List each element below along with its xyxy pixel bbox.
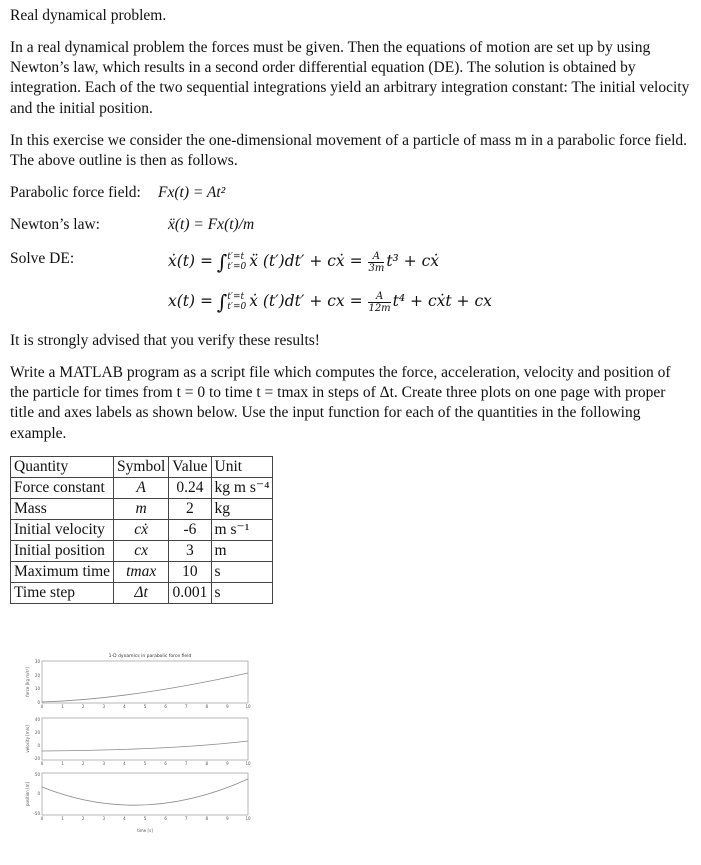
header-quantity: Quantity [11, 456, 114, 477]
force-ytick: 0 [37, 700, 40, 705]
cell-value: 10 [169, 561, 211, 582]
force-equation: Fx(t) = At² [158, 183, 226, 201]
cell-unit: m [211, 540, 273, 561]
x-tick-label: 3 [102, 761, 106, 766]
newton-equation-row [10, 215, 690, 241]
cell-unit: kg m s⁻⁴ [211, 477, 273, 498]
page-title: Real dynamical problem. [10, 7, 167, 24]
x-tick-label: 7 [184, 761, 188, 766]
figure-title: 1-D dynamics in parabolic force field [108, 654, 192, 659]
cell-symbol: cẋ [114, 519, 169, 540]
position-rhs: t⁴ + cẋt + cx [392, 291, 492, 310]
position-equation [168, 289, 492, 315]
newton-label: Newton’s law: [10, 215, 100, 233]
position-axes [42, 773, 248, 815]
x-tick-label: 10 [245, 761, 251, 766]
fraction-numerator: A [368, 251, 384, 263]
velocity-integrand: ẍ (t′)dt′ + cẋ = [249, 251, 363, 270]
x-tick-label: 2 [81, 816, 85, 821]
x-tick-label: 3 [102, 704, 106, 709]
x-tick-label: 1 [61, 761, 64, 766]
upper-limit: t′=t [227, 251, 245, 262]
x-tick-label: 6 [164, 816, 167, 821]
x-tick-label: 0 [40, 761, 44, 766]
cell-value: -6 [169, 519, 211, 540]
table-header-row [11, 456, 273, 477]
integral-limits [227, 292, 246, 314]
header-unit: Unit [211, 456, 273, 477]
table-row [11, 582, 273, 603]
position-fraction [368, 291, 390, 314]
force-ytick: 20 [34, 673, 40, 678]
cell-quantity: Initial position [11, 540, 114, 561]
cell-unit: s [211, 561, 273, 582]
position-ytick: 0 [37, 791, 40, 796]
cell-symbol: Δt [114, 582, 169, 603]
cell-symbol: tmax [114, 561, 169, 582]
cell-quantity: Time step [11, 582, 114, 603]
cell-value: 0.24 [169, 477, 211, 498]
velocity-ytick: 20 [34, 730, 40, 735]
cell-unit: kg [211, 498, 273, 519]
cell-symbol: A [114, 477, 169, 498]
header-symbol: Symbol [114, 456, 169, 477]
x-tick-label: 4 [123, 704, 126, 709]
position-subplot [25, 772, 248, 816]
cell-quantity: Maximum time [11, 561, 114, 582]
table-row [11, 519, 273, 540]
fraction-denominator: 12m [368, 302, 391, 314]
cell-symbol: m [114, 498, 169, 519]
x-tick-label: 5 [143, 816, 147, 821]
cell-value: 3 [169, 540, 211, 561]
solve-label: Solve DE: [10, 249, 75, 267]
force-axes [42, 661, 248, 703]
position-integrand: ẋ (t′)dt′ + cx = [249, 291, 363, 310]
x-tick-label: 2 [81, 704, 85, 709]
table-row [11, 477, 273, 498]
x-tick-label: 9 [226, 704, 229, 709]
integral-sign: ∫ [216, 289, 228, 314]
integral-sign: ∫ [216, 249, 228, 274]
cell-value: 2 [169, 498, 211, 519]
advice-paragraph: It is strongly advised that you verify these results! [10, 331, 320, 349]
exercise-paragraph: In this exercise we consider the one-dimensional movement of a particle of mass m in a parabolic force field. The above outline is then as follows. [10, 131, 688, 169]
x-tick-label: 0 [40, 816, 44, 821]
x-tick-label: 9 [226, 816, 229, 821]
x-tick-label: 7 [184, 704, 188, 709]
x-tick-label: 6 [164, 704, 167, 709]
upper-limit: t′=t [227, 291, 245, 302]
velocity-ytick: 0 [37, 743, 40, 748]
force-subplot [25, 659, 248, 705]
cell-quantity: Mass [11, 498, 114, 519]
x-tick-label: 10 [245, 816, 251, 821]
x-tick-label: 5 [143, 761, 147, 766]
x-tick-label: 1 [61, 816, 64, 821]
position-ytick: -50 [33, 811, 40, 816]
header-value: Value [169, 456, 211, 477]
table-row [11, 540, 273, 561]
intro-paragraph: In a real dynamical problem the forces must be given. Then the equations of motion are set up by using Newton’s law, which results in a second order differential equation (DE). The solution is obtained by integration. Each of the two sequential integrations yield an arbitrary integration constant: The initial velocity and the initial position. [10, 39, 690, 117]
dynamics-figure [22, 651, 262, 863]
x-tick-label: 1 [61, 704, 64, 709]
cell-symbol: cx [114, 540, 169, 561]
velocity-lhs: ẋ(t) = [168, 251, 213, 270]
quantities-table [10, 456, 273, 604]
x-tick-label: 4 [123, 761, 126, 766]
velocity-rhs: t³ + cẋ [386, 251, 440, 270]
position-ytick: 50 [34, 772, 40, 777]
x-tick-label: 10 [245, 704, 251, 709]
fraction-denominator: 3m [368, 262, 385, 274]
cell-quantity: Initial velocity [11, 519, 114, 540]
newton-equation: ẍ(t) = Fx(t)/m [168, 215, 255, 233]
table-row [11, 498, 273, 519]
force-ylabel: force [kg m/s²] [25, 667, 30, 697]
x-tick-label: 8 [205, 816, 209, 821]
lower-limit: t′=0 [227, 262, 247, 273]
x-tick-label: 2 [81, 761, 85, 766]
velocity-equation [168, 249, 439, 275]
position-equation-row [10, 289, 690, 323]
cell-quantity: Force constant [11, 477, 114, 498]
integral-limits [227, 252, 246, 274]
x-tick-label: 6 [164, 761, 167, 766]
lower-limit: t′=0 [227, 302, 247, 313]
cell-unit: s [211, 582, 273, 603]
position-ylabel: position [m] [25, 781, 30, 807]
cell-value: 0.001 [169, 582, 211, 603]
x-tick-label: 3 [102, 816, 106, 821]
force-ytick: 10 [34, 686, 40, 691]
velocity-fraction [368, 251, 384, 274]
velocity-equation-row [10, 249, 690, 283]
velocity-subplot [25, 717, 248, 761]
position-lhs: x(t) = [168, 291, 213, 310]
x-tick-label: 7 [184, 816, 188, 821]
force-ytick: 30 [34, 659, 40, 664]
x-tick-label: 8 [205, 761, 209, 766]
x-tick-label: 8 [205, 704, 209, 709]
fraction-numerator: A [368, 291, 390, 303]
velocity-ytick: 40 [34, 717, 40, 722]
velocity-axes [42, 718, 248, 760]
velocity-ytick: -20 [33, 756, 40, 761]
x-tick-label: 4 [123, 816, 126, 821]
force-label: Parabolic force field: [10, 183, 141, 201]
task-paragraph: Write a MATLAB program as a script file which computes the force, acceleration, velocity and position of the particle for times from t = 0 to time t = tmax in steps of Δt. Create three plots on one page with proper title and axes labels as shown below. Use the input function for each of the quantities in the following example. [10, 364, 671, 442]
x-tick-label: 9 [226, 761, 229, 766]
x-tick-label: 0 [40, 704, 44, 709]
velocity-ylabel: velocity [m/s] [25, 725, 30, 753]
table-row [11, 561, 273, 582]
force-equation-row [10, 183, 690, 209]
x-tick-label: 5 [143, 704, 147, 709]
x-axis-label: time [s] [137, 828, 153, 833]
cell-unit: m s⁻¹ [211, 519, 273, 540]
